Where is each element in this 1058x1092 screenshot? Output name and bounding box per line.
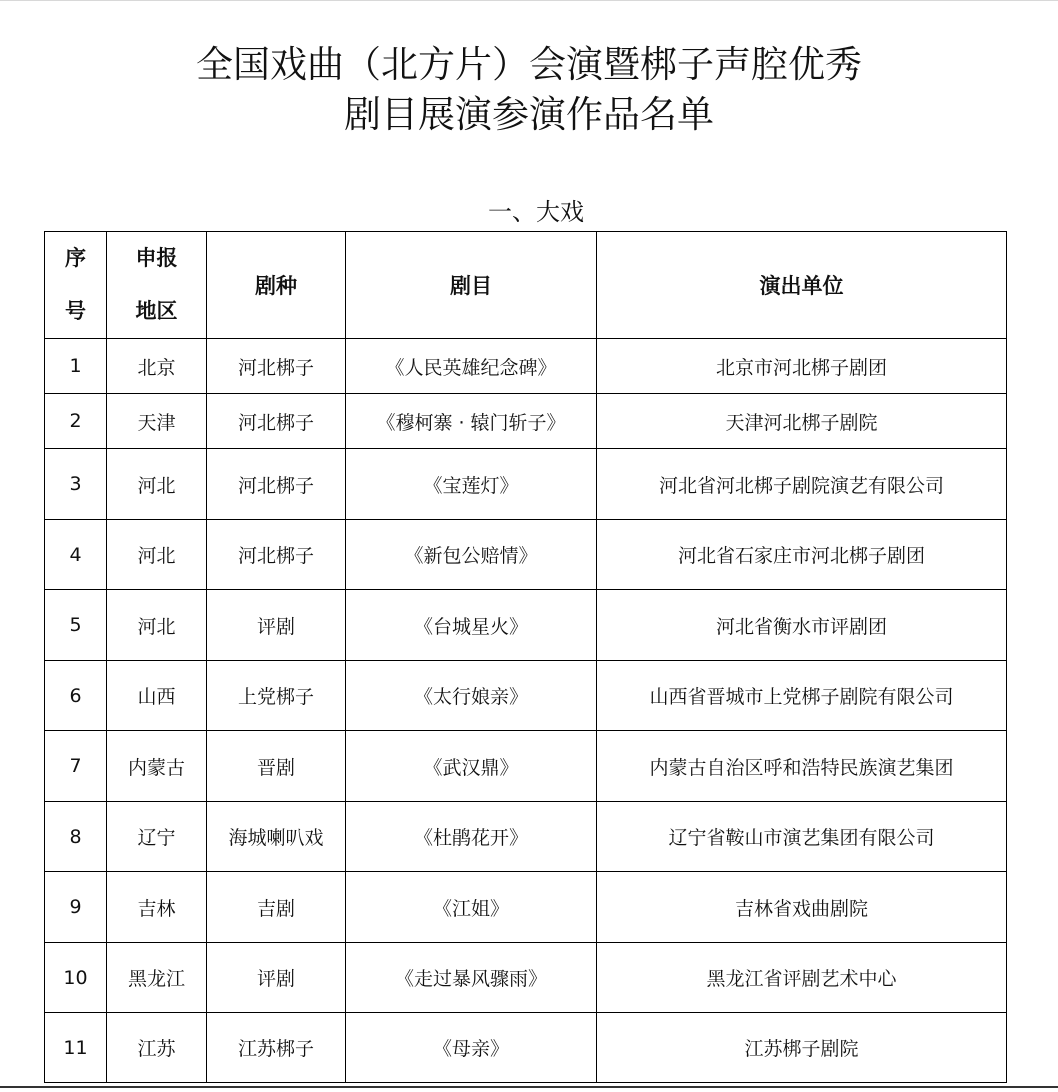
cell-company: 河北省石家庄市河北梆子剧团 [597,520,1007,590]
cell-region: 天津 [107,394,207,449]
program-table [44,231,1007,1083]
cell-genre: 吉剧 [207,872,346,943]
cell-index: 10 [45,943,107,1013]
title-line-2: 剧目展演参演作品名单 [344,93,714,136]
table-row [45,802,1007,872]
cell-play: 《穆柯寨 · 辕门斩子》 [346,394,597,449]
cell-play: 《太行娘亲》 [346,661,597,731]
cell-index: 4 [45,520,107,590]
header-region [107,232,207,339]
table-row [45,731,1007,802]
cell-region: 河北 [107,449,207,520]
cell-company: 山西省晋城市上党梆子剧院有限公司 [597,661,1007,731]
table-row [45,943,1007,1013]
cell-play: 《武汉鼎》 [346,731,597,802]
cell-index: 6 [45,661,107,731]
cell-genre: 评剧 [207,590,346,661]
cell-genre: 江苏梆子 [207,1013,346,1083]
section-title: 一、大戏 [488,198,584,226]
cell-genre: 河北梆子 [207,520,346,590]
table-row [45,449,1007,520]
cell-index: 3 [45,449,107,520]
cell-company: 河北省河北梆子剧院演艺有限公司 [597,449,1007,520]
cell-genre: 评剧 [207,943,346,1013]
cell-index: 1 [45,339,107,394]
header-index [45,232,107,339]
table-row [45,661,1007,731]
cell-company: 内蒙古自治区呼和浩特民族演艺集团 [597,731,1007,802]
cell-region: 辽宁 [107,802,207,872]
cell-company: 天津河北梆子剧院 [597,394,1007,449]
cell-play: 《宝莲灯》 [346,449,597,520]
cell-region: 河北 [107,520,207,590]
cell-play: 《走过暴风骤雨》 [346,943,597,1013]
header-index-line-1: 序 [65,246,86,270]
table-row [45,394,1007,449]
table-header-row [45,232,1007,339]
header-genre: 剧种 [207,232,346,339]
table-row [45,590,1007,661]
header-index-line-2: 号 [65,299,86,323]
cell-index: 9 [45,872,107,943]
cell-company: 辽宁省鞍山市演艺集团有限公司 [597,802,1007,872]
cell-index: 11 [45,1013,107,1083]
cell-company: 江苏梆子剧院 [597,1013,1007,1083]
cell-index: 7 [45,731,107,802]
header-region-line-2: 地区 [135,299,178,323]
document-title [0,40,1058,140]
header-company: 演出单位 [597,232,1007,339]
header-region-line-1: 申报 [135,246,178,270]
header-play: 剧目 [346,232,597,339]
cell-play: 《江姐》 [346,872,597,943]
table-row [45,1013,1007,1083]
table-body [45,339,1007,1083]
top-rule [0,0,1058,1]
cell-company: 北京市河北梆子剧团 [597,339,1007,394]
cell-play: 《母亲》 [346,1013,597,1083]
cell-play: 《台城星火》 [346,590,597,661]
cell-company: 黑龙江省评剧艺术中心 [597,943,1007,1013]
cell-play: 《杜鹃花开》 [346,802,597,872]
cell-genre: 上党梆子 [207,661,346,731]
cell-index: 8 [45,802,107,872]
cell-play: 《新包公赔情》 [346,520,597,590]
table-row [45,872,1007,943]
cell-region: 河北 [107,590,207,661]
title-line-1: 全国戏曲（北方片）会演暨梆子声腔优秀 [196,43,862,86]
cell-region: 山西 [107,661,207,731]
cell-genre: 海城喇叭戏 [207,802,346,872]
table-row [45,520,1007,590]
cell-play: 《人民英雄纪念碑》 [346,339,597,394]
bottom-rule [0,1086,1058,1088]
cell-genre: 晋剧 [207,731,346,802]
cell-genre: 河北梆子 [207,394,346,449]
cell-genre: 河北梆子 [207,339,346,394]
cell-genre: 河北梆子 [207,449,346,520]
cell-index: 2 [45,394,107,449]
cell-company: 吉林省戏曲剧院 [597,872,1007,943]
table-row [45,339,1007,394]
cell-region: 吉林 [107,872,207,943]
cell-region: 江苏 [107,1013,207,1083]
cell-region: 黑龙江 [107,943,207,1013]
cell-company: 河北省衡水市评剧团 [597,590,1007,661]
cell-region: 内蒙古 [107,731,207,802]
cell-index: 5 [45,590,107,661]
cell-region: 北京 [107,339,207,394]
